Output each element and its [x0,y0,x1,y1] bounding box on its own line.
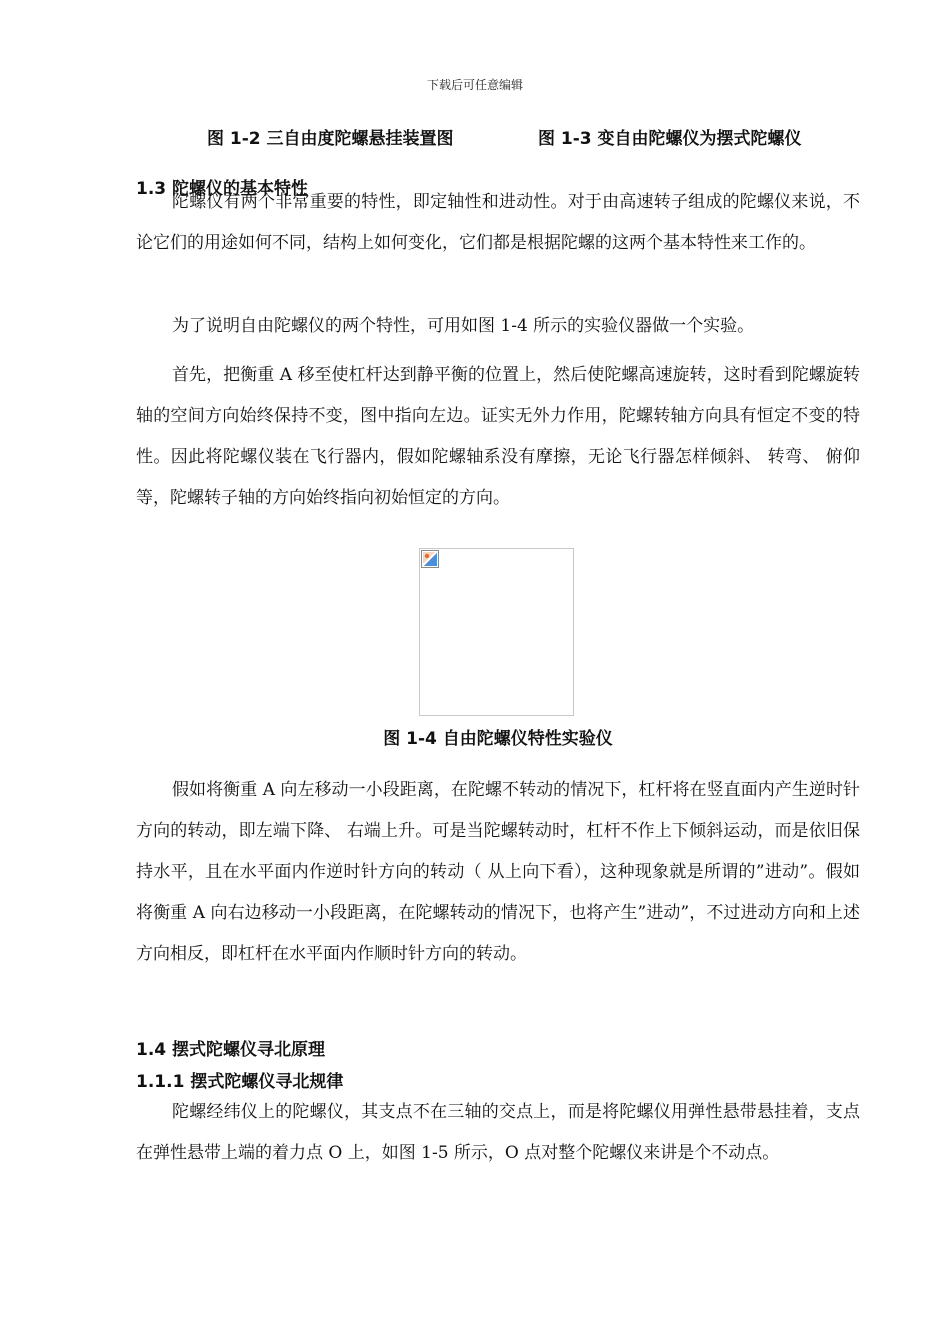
section-1-4-heading: 1.4 摆式陀螺仪寻北原理 [136,1040,326,1060]
broken-image-icon [421,550,439,568]
header-note: 下载后可任意编辑 [426,78,523,92]
subsection-1-1-1-heading: 1.1.1 摆式陀螺仪寻北规律 [136,1072,344,1092]
paragraph-5: 陀螺经纬仪上的陀螺仪，其支点不在三轴的交点上，而是将陀螺仪用弹性悬带悬挂着，支点在弹性悬带上端的着力点 O 上，如图 1-5 所示，O 点对整个陀螺仪来讲是个不动点。 [136,1102,860,1163]
figure-captions-row [0,124,950,150]
paragraph-2: 为了说明自由陀螺仪的两个特性，可用如图 1-4 所示的实验仪器做一个实验。 [172,316,755,336]
figure-1-4-image [419,548,574,716]
caption-fig-1-3: 图 1-3 变自由陀螺仪为摆式陀螺仪 [538,129,802,149]
paragraph-1: 陀螺仪有两个非常重要的特性，即定轴性和进动性。对于由高速转子组成的陀螺仪来说，不论它们的用途如何不同，结构上如何变化，它们都是根据陀螺的这两个基本特性来工作的。 [136,192,860,253]
paragraph-4: 假如将衡重 A 向左移动一小段距离，在陀螺不转动的情况下，杠杆将在竖直面内产生逆时针方向的转动，即左端下降、 右端上升。可是当陀螺转动时，杠杆不作上下倾斜运动，而是依旧保持水平，且在水平面内作逆时针方向的转动（ 从上向下看），这种现象就是所谓的”进动”。假如将衡重 A 向右边移动一小段距离，在陀螺转动的情况下，也将产生”进动”，不过进动方向和上述方向相反，即杠杆在水平面内作顺时针方向的转动。 [136,780,860,964]
caption-fig-1-2: 图 1-2 三自由度陀螺悬挂装置图 [207,129,454,149]
section-1-3-heading: 1.3 陀螺仪的基本特性 [136,179,309,199]
caption-fig-1-4: 图 1-4 自由陀螺仪特性实验仪 [383,729,613,749]
paragraph-3: 首先，把衡重 A 移至使杠杆达到静平衡的位置上，然后使陀螺高速旋转，这时看到陀螺旋转轴的空间方向始终保持不变，图中指向左边。证实无外力作用，陀螺转轴方向具有恒定不变的特性。因此将陀螺仪装在飞行器内，假如陀螺轴系没有摩擦，无论飞行器怎样倾斜、 转弯、 俯仰等，陀螺转子轴的方向始终指向初始恒定的方向。 [136,365,860,508]
